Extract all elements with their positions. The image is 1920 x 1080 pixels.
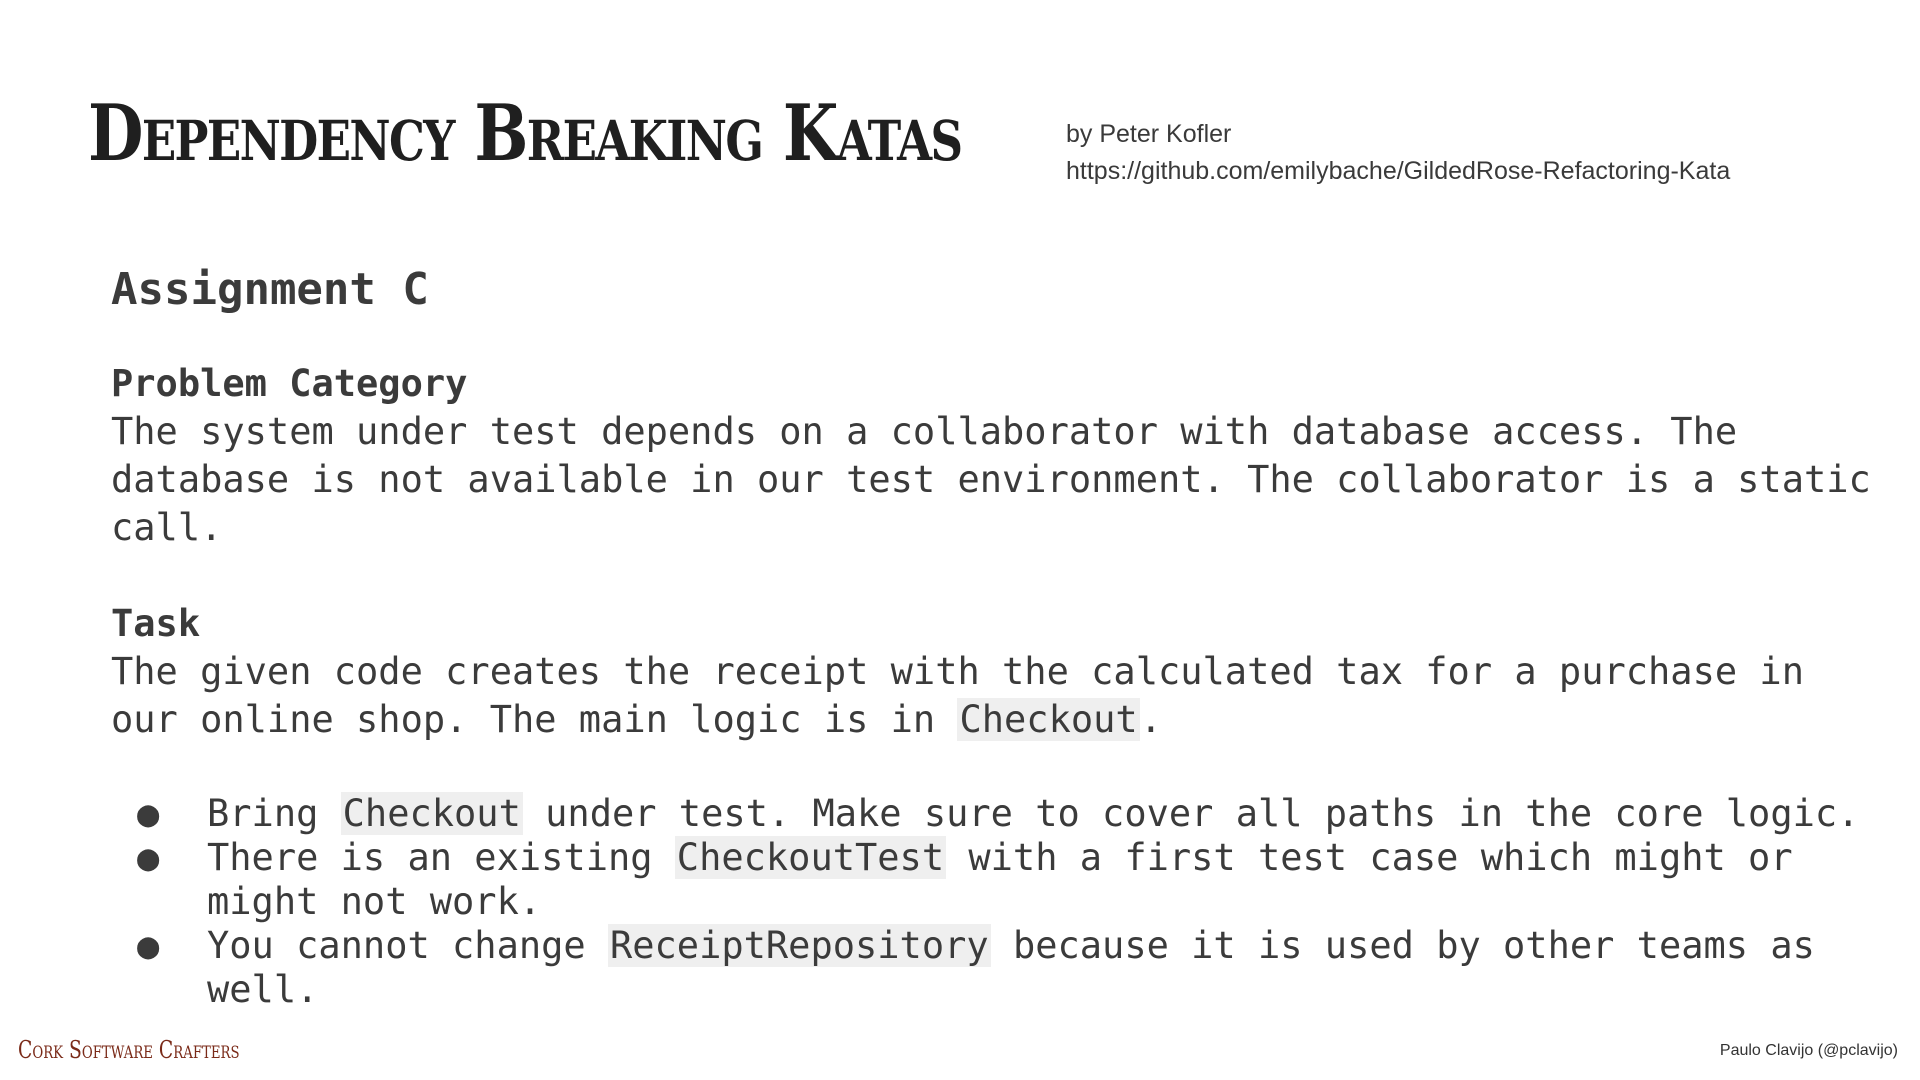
bullet-icon: ●	[137, 924, 160, 967]
footer-brand: Cork Software Crafters	[18, 1036, 240, 1064]
spacer	[111, 320, 1891, 360]
bullet-text-after: with a first test case which might or might not work.	[207, 836, 1793, 923]
spacer	[111, 744, 1891, 792]
bullet-text-before: Bring	[207, 792, 341, 835]
bullet-text-after: because it is used by other teams as well.	[207, 924, 1815, 1011]
inline-code-checkout: Checkout	[959, 698, 1138, 741]
byline	[1066, 116, 1730, 190]
problem-category-text: The system under test depends on a collaborator with database access. The database is not available in our test environment. The collaborator is a static call.	[111, 410, 1894, 549]
bullet-item	[111, 792, 1891, 836]
inline-code: Checkout	[342, 792, 521, 835]
task-heading: Task	[111, 602, 201, 645]
bullet-text-before: There is an existing	[207, 836, 675, 879]
bullet-item	[111, 836, 1891, 924]
inline-code: CheckoutTest	[676, 836, 945, 879]
source-url: https://github.com/emilybache/GildedRose-Refactoring-Kata	[1066, 157, 1731, 185]
bullet-icon: ●	[137, 792, 160, 835]
bullet-text-before: You cannot change	[207, 924, 608, 967]
slide-content	[111, 260, 1894, 1012]
bullet-item	[111, 924, 1891, 1012]
inline-code: ReceiptRepository	[609, 924, 989, 967]
task-text-after: .	[1139, 698, 1162, 741]
footer-credit: Paulo Clavijo (@pclavijo)	[1719, 1042, 1898, 1059]
task-text-before: The given code creates the receipt with the calculated tax for a purchase in our online shop. The main logic is in	[111, 650, 1827, 741]
task-bullet-list	[111, 792, 1891, 1012]
slide-title: Dependency Breaking Katas	[88, 88, 962, 179]
assignment-heading: Assignment C	[111, 264, 429, 315]
problem-category-heading: Problem Category	[111, 362, 468, 405]
author-credit: by Peter Kofler	[1066, 120, 1232, 148]
spacer	[111, 552, 1891, 600]
bullet-text-after: under test. Make sure to cover all paths in the core logic.	[522, 792, 1860, 835]
task-text	[111, 648, 1891, 744]
bullet-icon: ●	[137, 836, 160, 879]
